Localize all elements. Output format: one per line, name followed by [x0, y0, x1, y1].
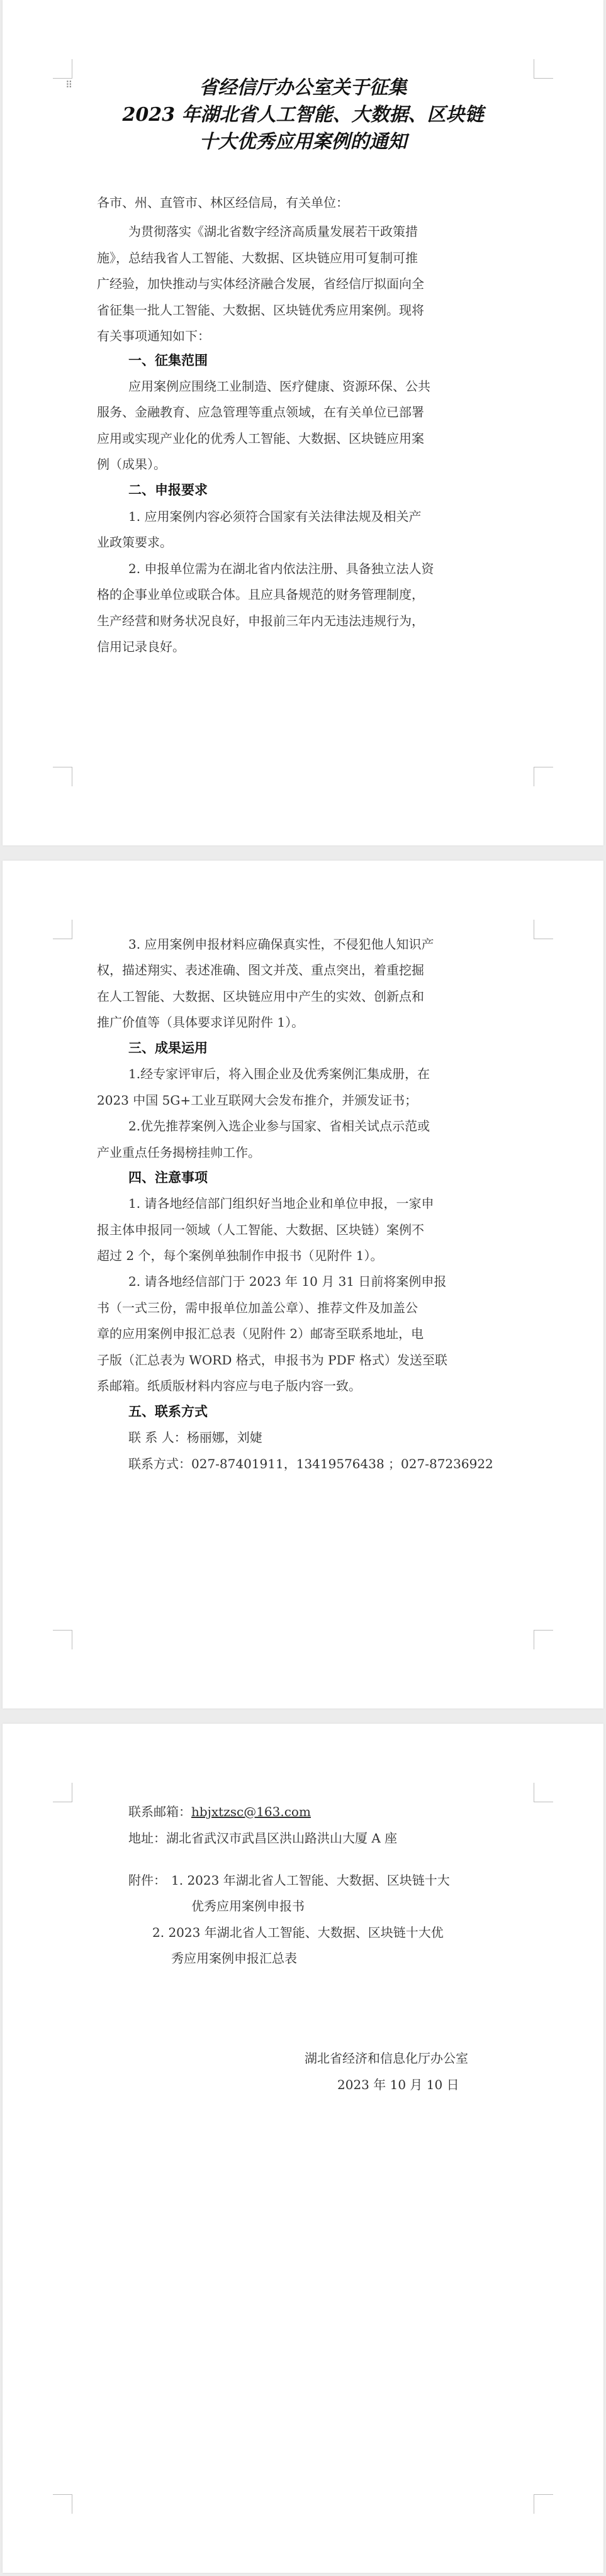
item1-line: 1. 应用案例内容必须符合国家有关法律法规及相关产	[128, 509, 422, 524]
section1-line: 例（成果）。	[97, 457, 166, 472]
item2-line: 信用记录良好。	[97, 639, 185, 654]
result1-line: 1.经专家评审后，将入围企业及优秀案例汇集成册，在	[128, 1066, 430, 1081]
intro-line: 为贯彻落实《湖北省数字经济高质量发展若干政策措	[128, 224, 418, 239]
note2-line: 书（一式三份，需申报单位加盖公章）、推荐文件及加盖公	[97, 1300, 418, 1315]
document-page-3	[3, 1724, 603, 2573]
crop-mark	[534, 1630, 553, 1649]
attachments-label: 附件：	[128, 1873, 166, 1888]
attachment2-line: 2. 2023 年湖北省人工智能、大数据、区块链十大优	[152, 1925, 444, 1940]
section1-line: 应用案例应围绕工业制造、医疗健康、资源环保、公共	[128, 379, 430, 394]
crop-mark	[53, 2494, 72, 2514]
crop-mark	[53, 920, 72, 939]
result1-line: 2023 中国 5G+工业互联网大会发布推介，并颁发证书；	[97, 1093, 418, 1108]
crop-mark	[53, 767, 72, 786]
note1-line: 报主体申报同一领域（人工智能、大数据、区块链）案例不	[97, 1222, 424, 1237]
note1-line: 1. 请各地经信部门组织好当地企业和单位申报，一家申	[128, 1196, 434, 1211]
intro-line: 广经验，加快推动与实体经济融合发展，省经信厅拟面向全	[97, 276, 424, 291]
result2-line: 产业重点任务揭榜挂帅工作。	[97, 1145, 261, 1160]
crop-mark	[534, 920, 553, 939]
attachment1-line: 1. 2023 年湖北省人工智能、大数据、区块链十大	[171, 1873, 450, 1888]
item1-line: 业政策要求。	[97, 535, 172, 550]
doc-title-line3: 十大优秀应用案例的通知	[199, 131, 407, 153]
intro-line: 施》，总结我省人工智能、大数据、区块链应用可复制可推	[97, 250, 418, 265]
item3-line: 推广价值等（具体要求详见附件 1）。	[97, 1015, 305, 1030]
email-link[interactable]: hbjxtzsc@163.com	[191, 1804, 311, 1819]
intro-line: 省征集一批人工智能、大数据、区块链优秀应用案例。现将	[97, 303, 424, 318]
crop-mark	[534, 767, 553, 786]
result2-line: 2.优先推荐案例入选企业参与国家、省相关试点示范或	[128, 1118, 430, 1134]
email-row	[128, 1803, 311, 1820]
note2-line: 子版（汇总表为 WORD 格式，申报书为 PDF 格式）发送至联	[97, 1352, 447, 1368]
section4-heading: 四、注意事项	[128, 1170, 208, 1185]
doc-title-line2: 2023 年湖北省人工智能、大数据、区块链	[122, 104, 484, 126]
intro-line: 有关事项通知如下：	[97, 328, 210, 343]
attachment2-line: 秀应用案例申报汇总表	[171, 1951, 297, 1966]
issue-date: 2023 年 10 月 10 日	[337, 2077, 459, 2092]
attachment1-line: 优秀应用案例申报书	[191, 1899, 305, 1914]
drag-handle-icon[interactable]: ⠿	[65, 79, 72, 91]
note2-line: 章的应用案例申报汇总表（见附件 2）邮寄至联系地址，电	[97, 1326, 424, 1341]
section2-heading: 二、申报要求	[128, 482, 208, 498]
section3-heading: 三、成果运用	[128, 1040, 208, 1056]
section1-line: 应用或实现产业化的优秀人工智能、大数据、区块链应用案	[97, 431, 424, 446]
crop-mark	[534, 1783, 553, 1802]
note2-line: 系邮箱。纸质版材料内容应与电子版内容一致。	[97, 1378, 361, 1393]
document-page-1	[3, 0, 603, 845]
item3-line: 权，描述翔实、表述准确、图文并茂、重点突出，着重挖掘	[97, 962, 424, 978]
item2-line: 2. 申报单位需为在湖北省内依法注册、具备独立法人资	[128, 561, 434, 576]
note2-line: 2. 请各地经信部门于 2023 年 10 月 31 日前将案例申报	[128, 1274, 447, 1289]
section1-line: 服务、金融教育、应急管理等重点领域，在有关单位已部署	[97, 404, 424, 420]
crop-mark	[534, 2494, 553, 2514]
signature: 湖北省经济和信息化厅办公室	[305, 2051, 468, 2066]
contact-phone: 联系方式：027-87401911，13419576438 ；027-87236922	[128, 1456, 493, 1471]
salutation: 各市、州、直管市、林区经信局，有关单位：	[97, 195, 349, 210]
address: 地址：湖北省武汉市武昌区洪山路洪山大厦 A 座	[128, 1831, 398, 1846]
item2-line: 格的企事业单位或联合体。且应具备规范的财务管理制度，	[97, 587, 424, 602]
doc-title-line1: 省经信厅办公室关于征集	[199, 77, 407, 99]
section1-heading: 一、征集范围	[128, 353, 208, 368]
section5-heading: 五、联系方式	[128, 1404, 208, 1419]
document-page-2	[3, 861, 603, 1709]
note1-line: 超过 2 个，每个案例单独制作申报书（见附件 1）。	[97, 1248, 383, 1263]
email-label: 联系邮箱：	[128, 1804, 191, 1819]
item2-line: 生产经营和财务状况良好，申报前三年内无违法违规行为，	[97, 613, 424, 628]
item3-line: 在人工智能、大数据、区块链应用中产生的实效、创新点和	[97, 989, 424, 1004]
contact-person: 联 系 人：杨丽娜，刘婕	[128, 1430, 262, 1445]
item3-line: 3. 应用案例申报材料应确保真实性，不侵犯他人知识产	[128, 937, 434, 952]
crop-mark	[53, 1783, 72, 1802]
crop-mark	[53, 1630, 72, 1649]
